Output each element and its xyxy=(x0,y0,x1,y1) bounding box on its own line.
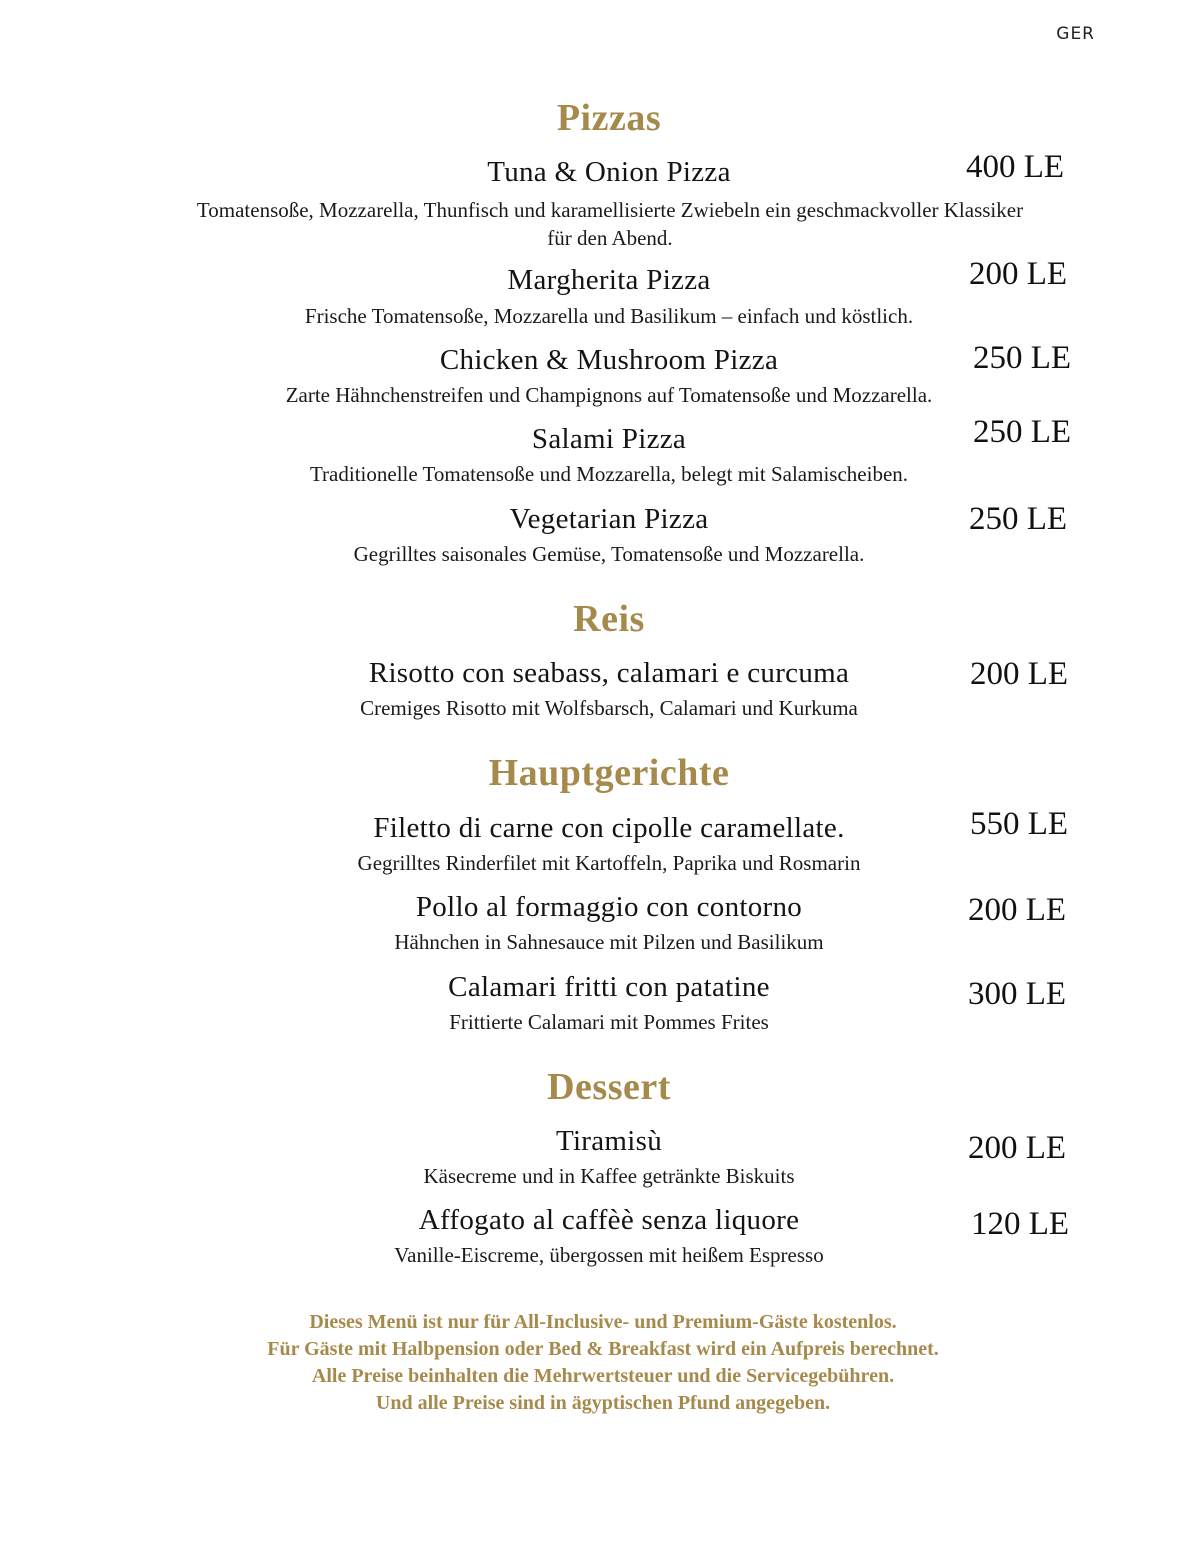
menu-item-price: 200 LE xyxy=(970,656,1069,692)
menu-item-name: Salami Pizza xyxy=(531,423,687,455)
menu-item-description: Hähnchen in Sahnesauce mit Pilzen und Basilikum xyxy=(394,930,824,954)
menu-item-name: Vegetarian Pizza xyxy=(509,503,709,535)
menu-item-price: 200 LE xyxy=(968,892,1067,928)
footer-line: Für Gäste mit Halbpension oder Bed & Breakfast wird ein Aufpreis berechnet. xyxy=(267,1338,939,1360)
menu-item-price: 200 LE xyxy=(968,1130,1067,1166)
menu-item-description: Käsecreme und in Kaffee getränkte Biskuits xyxy=(423,1164,795,1188)
menu-item-name: Calamari fritti con patatine xyxy=(448,971,770,1003)
menu-item-price: 250 LE xyxy=(973,414,1072,450)
language-label: GER xyxy=(1056,24,1095,44)
menu-item-price: 250 LE xyxy=(969,501,1068,537)
menu-item-description: Gegrilltes saisonales Gemüse, Tomatensoße und Mozzarella. xyxy=(353,542,865,566)
section-title-pizzas: Pizzas xyxy=(556,97,662,139)
menu-item-price: 400 LE xyxy=(966,149,1065,185)
menu-item-description: Tomatensoße, Mozzarella, Thunfisch und karamellisierte Zwiebeln ein geschmackvoller Klassiker für den Abend. xyxy=(196,198,1024,250)
footer-note xyxy=(0,1309,1200,1417)
menu-item-name: Risotto con seabass, calamari e curcuma xyxy=(368,657,850,689)
menu-item-name: Tuna & Onion Pizza xyxy=(487,156,731,188)
menu-item-price: 120 LE xyxy=(971,1206,1070,1242)
menu-item-description: Cremiges Risotto mit Wolfsbarsch, Calamari und Kurkuma xyxy=(360,696,858,720)
menu-item-name: Affogato al caffèè senza liquore xyxy=(418,1204,800,1236)
menu-item-name: Margherita Pizza xyxy=(507,264,711,296)
menu-item-price: 300 LE xyxy=(968,976,1067,1012)
menu-item-price: 200 LE xyxy=(969,256,1068,292)
menu-item-price: 550 LE xyxy=(970,806,1069,842)
footer-line: Dieses Menü ist nur für All-Inclusive- und Premium-Gäste kostenlos. xyxy=(309,1311,897,1333)
footer-line: Und alle Preise sind in ägyptischen Pfund angegeben. xyxy=(375,1392,831,1414)
section-title-hauptgerichte: Hauptgerichte xyxy=(488,752,730,794)
menu-item-description: Traditionelle Tomatensoße und Mozzarella, belegt mit Salamischeiben. xyxy=(309,462,909,486)
menu-item-price: 250 LE xyxy=(973,340,1072,376)
section-title-reis: Reis xyxy=(573,598,645,640)
menu-item-name: Pollo al formaggio con contorno xyxy=(415,891,803,923)
menu-item-description: Zarte Hähnchenstreifen und Champignons auf Tomatensoße und Mozzarella. xyxy=(285,383,933,407)
menu-item-name: Chicken & Mushroom Pizza xyxy=(439,344,779,376)
menu-item-description: Gegrilltes Rinderfilet mit Kartoffeln, Paprika und Rosmarin xyxy=(357,851,861,875)
menu-item-description: Vanille-Eiscreme, übergossen mit heißem Espresso xyxy=(394,1243,824,1267)
menu-item-description: Frische Tomatensoße, Mozzarella und Basilikum – einfach und köstlich. xyxy=(304,304,914,328)
menu-item-name: Tiramisù xyxy=(555,1125,663,1157)
menu-item-name: Filetto di carne con cipolle caramellate. xyxy=(373,812,845,844)
footer-line: Alle Preise beinhalten die Mehrwertsteuer und die Servicegebühren. xyxy=(311,1365,895,1387)
menu-item-description: Frittierte Calamari mit Pommes Frites xyxy=(449,1010,769,1034)
section-title-dessert: Dessert xyxy=(547,1066,671,1108)
